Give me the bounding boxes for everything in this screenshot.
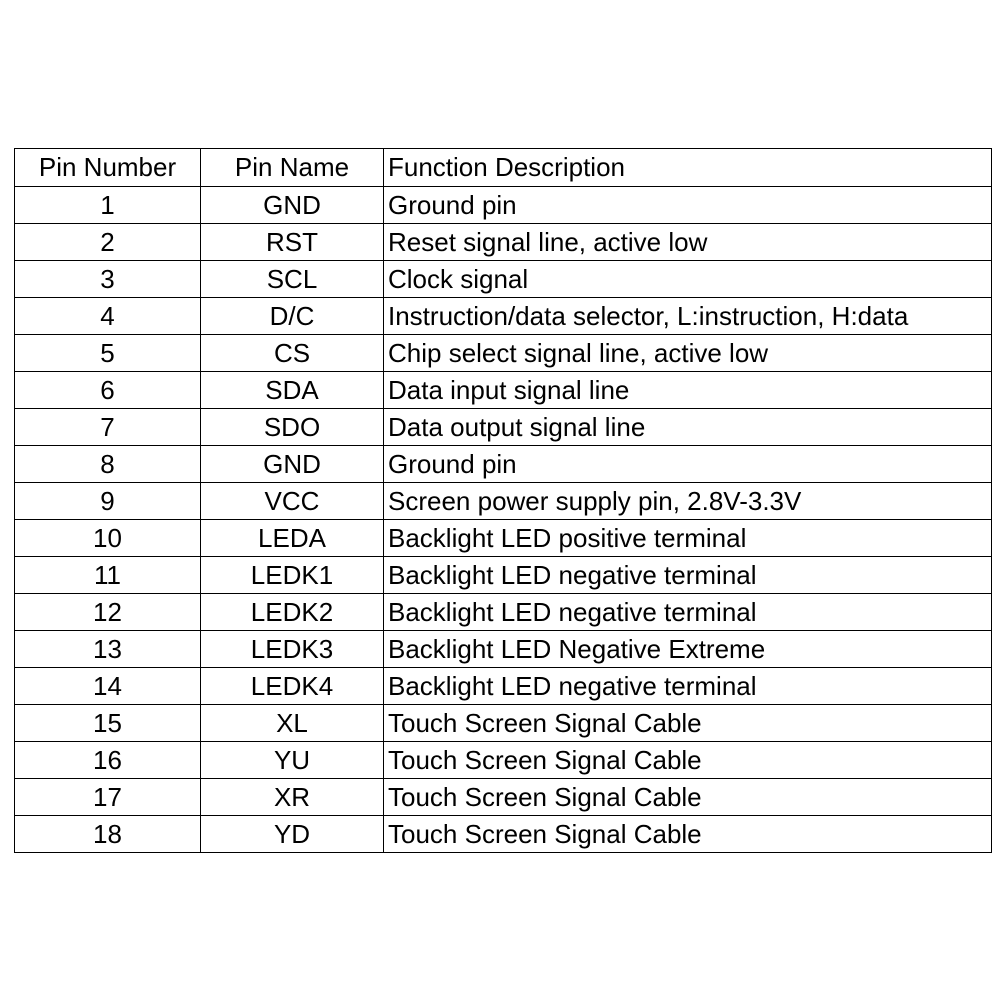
pin-number-cell: 6 xyxy=(15,372,201,409)
function-description-cell: Touch Screen Signal Cable xyxy=(384,705,992,742)
table-row xyxy=(15,335,992,372)
pin-number-cell: 12 xyxy=(15,594,201,631)
pin-name-cell: SDO xyxy=(201,409,384,446)
table-row xyxy=(15,631,992,668)
pin-name-cell: XR xyxy=(201,779,384,816)
pin-number-cell: 17 xyxy=(15,779,201,816)
table-row xyxy=(15,520,992,557)
pin-number-cell: 1 xyxy=(15,187,201,224)
pin-number-cell: 4 xyxy=(15,298,201,335)
table-row xyxy=(15,779,992,816)
function-description-cell: Backlight LED Negative Extreme xyxy=(384,631,992,668)
pin-name-cell: YU xyxy=(201,742,384,779)
table-header xyxy=(15,149,992,187)
pin-number-cell: 9 xyxy=(15,483,201,520)
pin-name-cell: SCL xyxy=(201,261,384,298)
table-row xyxy=(15,409,992,446)
pin-name-cell: RST xyxy=(201,224,384,261)
table-row xyxy=(15,261,992,298)
pin-number-cell: 3 xyxy=(15,261,201,298)
pin-name-cell: LEDK3 xyxy=(201,631,384,668)
function-description-cell: Backlight LED positive terminal xyxy=(384,520,992,557)
function-description-cell: Chip select signal line, active low xyxy=(384,335,992,372)
pin-name-cell: SDA xyxy=(201,372,384,409)
pin-number-cell: 15 xyxy=(15,705,201,742)
pin-name-cell: D/C xyxy=(201,298,384,335)
header-pin-number: Pin Number xyxy=(15,149,201,187)
pin-number-cell: 16 xyxy=(15,742,201,779)
pin-name-cell: GND xyxy=(201,446,384,483)
pin-definition-table xyxy=(14,148,992,853)
table-row xyxy=(15,816,992,853)
header-pin-name: Pin Name xyxy=(201,149,384,187)
pin-name-cell: LEDK4 xyxy=(201,668,384,705)
function-description-cell: Instruction/data selector, L:instruction, H:data xyxy=(384,298,992,335)
function-description-cell: Data output signal line xyxy=(384,409,992,446)
pin-number-cell: 2 xyxy=(15,224,201,261)
pin-name-cell: LEDK1 xyxy=(201,557,384,594)
pin-number-cell: 11 xyxy=(15,557,201,594)
pin-name-cell: VCC xyxy=(201,483,384,520)
header-function-description: Function Description xyxy=(384,149,992,187)
pin-number-cell: 8 xyxy=(15,446,201,483)
table-row xyxy=(15,372,992,409)
table-row xyxy=(15,187,992,224)
table-row xyxy=(15,705,992,742)
pin-name-cell: LEDA xyxy=(201,520,384,557)
function-description-cell: Reset signal line, active low xyxy=(384,224,992,261)
function-description-cell: Touch Screen Signal Cable xyxy=(384,816,992,853)
table-header-row xyxy=(15,149,992,187)
pin-name-cell: LEDK2 xyxy=(201,594,384,631)
table-row xyxy=(15,446,992,483)
function-description-cell: Touch Screen Signal Cable xyxy=(384,742,992,779)
pin-number-cell: 10 xyxy=(15,520,201,557)
pin-name-cell: YD xyxy=(201,816,384,853)
table-row xyxy=(15,224,992,261)
table-row xyxy=(15,594,992,631)
pin-number-cell: 13 xyxy=(15,631,201,668)
pin-number-cell: 18 xyxy=(15,816,201,853)
pin-number-cell: 5 xyxy=(15,335,201,372)
pin-name-cell: CS xyxy=(201,335,384,372)
table-body xyxy=(15,187,992,853)
function-description-cell: Ground pin xyxy=(384,446,992,483)
pin-name-cell: XL xyxy=(201,705,384,742)
table-row xyxy=(15,298,992,335)
function-description-cell: Data input signal line xyxy=(384,372,992,409)
function-description-cell: Touch Screen Signal Cable xyxy=(384,779,992,816)
function-description-cell: Screen power supply pin, 2.8V-3.3V xyxy=(384,483,992,520)
table-row xyxy=(15,557,992,594)
pin-name-cell: GND xyxy=(201,187,384,224)
function-description-cell: Clock signal xyxy=(384,261,992,298)
table-row xyxy=(15,483,992,520)
function-description-cell: Backlight LED negative terminal xyxy=(384,594,992,631)
pin-number-cell: 7 xyxy=(15,409,201,446)
pin-number-cell: 14 xyxy=(15,668,201,705)
table-row xyxy=(15,742,992,779)
table-row xyxy=(15,668,992,705)
function-description-cell: Backlight LED negative terminal xyxy=(384,668,992,705)
function-description-cell: Backlight LED negative terminal xyxy=(384,557,992,594)
function-description-cell: Ground pin xyxy=(384,187,992,224)
